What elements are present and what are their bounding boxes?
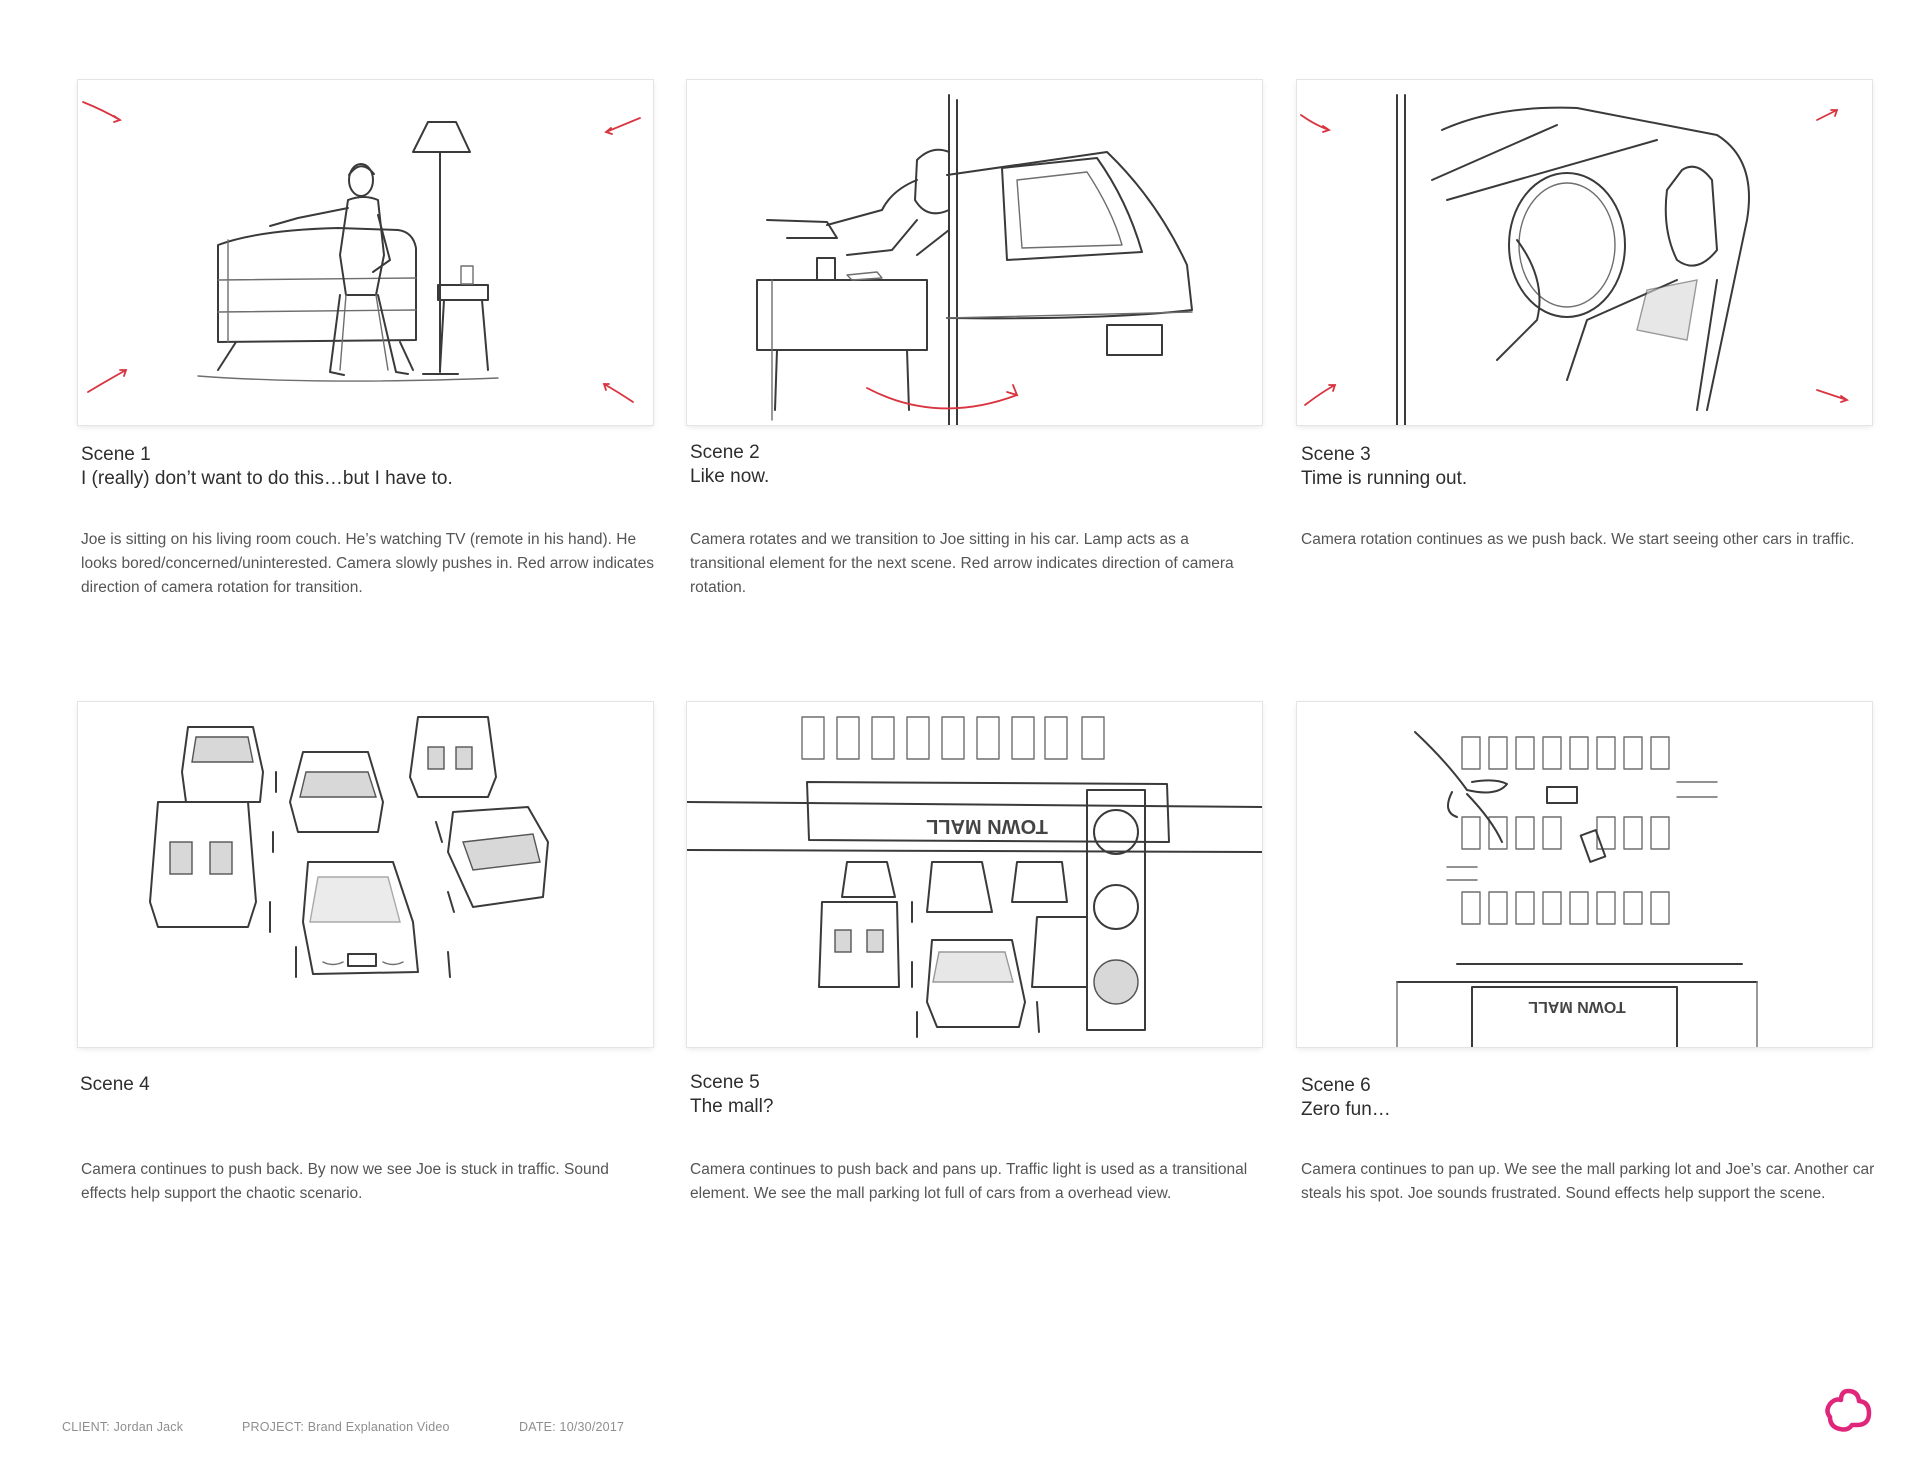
scene-5-sketch (687, 702, 1262, 1047)
footer-date: DATE: 10/30/2017 (519, 1420, 625, 1434)
scene-6-subtitle: Zero fun… (1301, 1099, 1391, 1120)
scene-3-description: Camera rotation continues as we push back. We start seeing other cars in traffic. (1301, 531, 1855, 548)
scene-4-sketch (78, 702, 653, 1047)
storyboard-panel-scene-6 (1297, 702, 1872, 1047)
scene-2-description: Camera rotates and we transition to Joe sitting in his car. Lamp acts as a transitional element for the next scene. Red arrow indicates direction of camera rotation. (690, 531, 1234, 596)
storyboard-panel-scene-1 (78, 80, 653, 425)
scene-2-subtitle: Like now. (690, 466, 770, 487)
scene-6-title: Scene 6 (1301, 1075, 1371, 1096)
scene-3-sketch (1297, 80, 1872, 425)
scene-2-sketch (687, 80, 1262, 425)
scene-6-description: Camera continues to pan up. We see the mall parking lot and Joe’s car. Another car steals his spot. Joe sounds frustrated. Sound effects help support the scene. (1301, 1161, 1875, 1202)
cloud-logo-icon (1822, 1385, 1874, 1437)
footer-client: CLIENT: Jordan Jack (62, 1420, 184, 1434)
storyboard-panel-scene-3 (1297, 80, 1872, 425)
mall-sign-text: TOWN MALL (926, 815, 1048, 837)
scene-5-title: Scene 5 (690, 1072, 760, 1093)
mall-sign-text-overhead: TOWN MALL (1528, 998, 1626, 1015)
scene-5-description: Camera continues to push back and pans up. Traffic light is used as a transitional element. We see the mall parking lot full of cars from a overhead view. (690, 1161, 1248, 1202)
storyboard-panel-scene-4 (78, 702, 653, 1047)
scene-2-title: Scene 2 (690, 442, 760, 463)
scene-1-description: Joe is sitting on his living room couch. He’s watching TV (remote in his hand). He looks bored/concerned/uninterested. Camera slowly pushes in. Red arrow indicates direction of camera rotation for transition. (81, 531, 654, 596)
scene-4-title: Scene 4 (80, 1074, 150, 1095)
scene-3-title: Scene 3 (1301, 444, 1371, 465)
storyboard-panel-scene-2 (687, 80, 1262, 425)
scene-6-sketch (1297, 702, 1872, 1047)
scene-1-subtitle: I (really) don’t want to do this…but I have to. (81, 468, 453, 489)
scene-1-sketch (78, 80, 653, 425)
storyboard-panel-scene-5 (687, 702, 1262, 1047)
scene-5-subtitle: The mall? (690, 1096, 774, 1117)
scene-1-title: Scene 1 (81, 444, 151, 465)
scene-3-subtitle: Time is running out. (1301, 468, 1468, 489)
footer-project: PROJECT: Brand Explanation Video (242, 1420, 450, 1434)
scene-4-description: Camera continues to push back. By now we see Joe is stuck in traffic. Sound effects help support the chaotic scenario. (81, 1161, 609, 1202)
